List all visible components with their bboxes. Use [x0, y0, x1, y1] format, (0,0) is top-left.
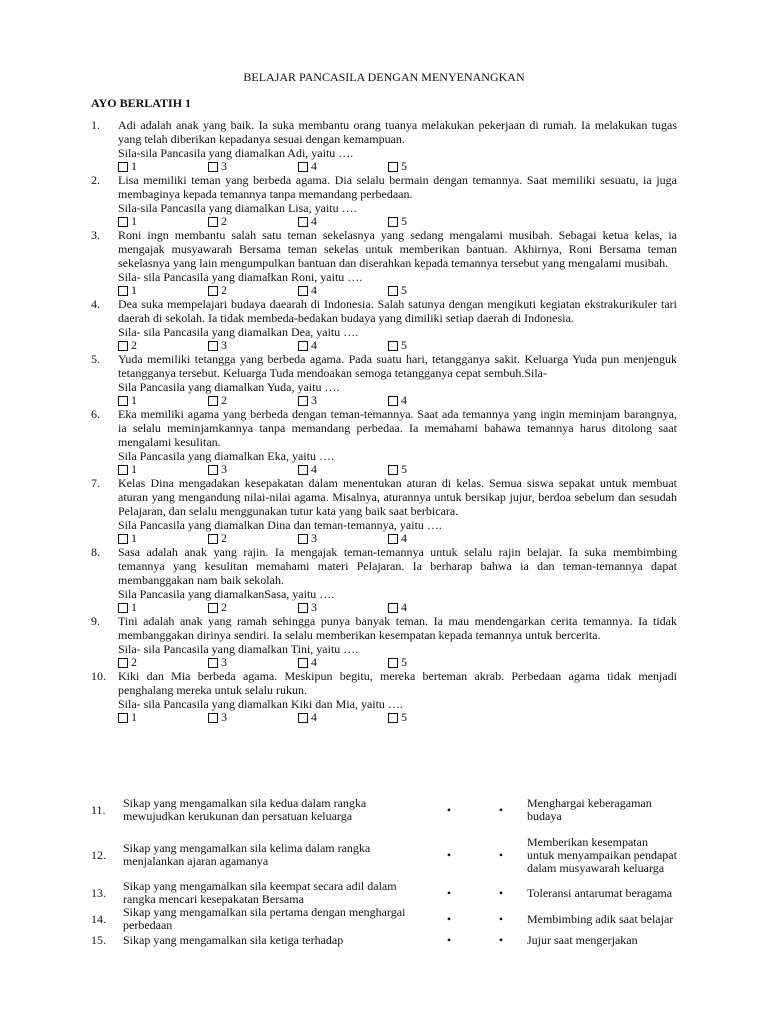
option-item[interactable] [208, 215, 298, 228]
checkbox[interactable] [298, 603, 308, 613]
matching-statement: Sikap yang mengamalkan sila ketiga terhadap [123, 932, 344, 947]
left-dot[interactable]: • [446, 847, 452, 862]
question-number: 6. [91, 407, 100, 421]
option-item[interactable] [118, 656, 208, 669]
question-text: Kelas Dina mengadakan kesepakatan dalam menentukan aturan di kelas. Semua siswa sepakat untuk membuat aturan yang mengandung nilai-nilai agama. Misalnya, aturannya untuk bersikap jujur, berdoa sebelum dan sesudah Pelajaran, dan selalu menggunakan tutur kata yang baik saat berbicara. [118, 476, 677, 518]
option-label: 4 [311, 655, 317, 669]
right-dot[interactable]: • [498, 932, 504, 947]
checkbox[interactable] [388, 713, 398, 723]
question-prompt: Sila Pancasila yang diamalkan Eka, yaitu …. [118, 449, 334, 463]
question-number: 3. [91, 228, 100, 242]
question-prompt: Sila Pancasila yang diamalkan Dina dan teman-temannya, yaitu …. [118, 518, 442, 532]
checkbox[interactable] [208, 713, 218, 723]
matching-answer: Toleransi antarumat beragama [527, 885, 673, 900]
option-item[interactable] [118, 160, 208, 173]
option-item[interactable] [298, 160, 388, 173]
checkbox[interactable] [298, 465, 308, 475]
option-item[interactable] [118, 601, 208, 614]
question-text: Yuda memiliki tetangga yang berbeda agama. Pada suatu hari, tetangganya sakit. Keluarga Yuda pun menjenguk tetangganya tersebut. Keluarga Tuda mendoakan semoga tetangganya cepat sembuh.Sila- [118, 352, 677, 380]
option-label: 4 [401, 393, 407, 407]
option-item[interactable] [388, 601, 478, 614]
checkbox[interactable] [388, 286, 398, 296]
matching-number: 12. [91, 847, 106, 862]
option-item[interactable] [298, 339, 388, 352]
question-text: Kiki dan Mia berbeda agama. Meskipun begitu, mereka berteman akrab. Perbedaan agama tidak menjadi penghalang mereka untuk selalu rukun. [118, 669, 677, 697]
question-prompt: Sila- sila Pancasila yang diamalkan Kiki dan Mia, yaitu …. [118, 697, 403, 711]
option-label: 1 [131, 462, 137, 476]
option-label: 2 [221, 214, 227, 228]
question-number: 8. [91, 545, 100, 559]
option-group [118, 394, 677, 407]
option-label: 3 [311, 531, 317, 545]
question-prompt: Sila- sila Pancasila yang diamalkan Tini, yaitu …. [118, 642, 359, 656]
checkbox[interactable] [388, 658, 398, 668]
option-label: 3 [221, 710, 227, 724]
matching-row [91, 830, 677, 880]
option-label: 4 [311, 283, 317, 297]
option-group [118, 711, 677, 724]
option-item[interactable] [388, 160, 478, 173]
option-item[interactable] [298, 711, 388, 724]
option-item[interactable] [388, 284, 478, 297]
page-title: BELAJAR PANCASILA DENGAN MENYENANGKAN [243, 70, 525, 84]
checkbox[interactable] [208, 658, 218, 668]
option-item[interactable] [118, 394, 208, 407]
option-label: 4 [401, 600, 407, 614]
option-label: 3 [311, 600, 317, 614]
left-dot[interactable]: • [446, 932, 452, 947]
option-item[interactable] [298, 284, 388, 297]
matching-answer: Menghargai keberagaman budaya [527, 796, 652, 823]
option-group [118, 160, 677, 173]
question-prompt: Sila-sila Pancasila yang diamalkan Adi, yaitu …. [118, 146, 354, 160]
option-item[interactable] [388, 394, 478, 407]
left-dot[interactable]: • [446, 911, 452, 926]
option-label: 3 [221, 462, 227, 476]
matching-answer: Jujur saat mengerjakan [527, 932, 638, 947]
left-dot[interactable]: • [446, 802, 452, 817]
option-item[interactable] [208, 160, 298, 173]
checkbox[interactable] [118, 465, 128, 475]
option-label: 5 [401, 462, 407, 476]
option-label: 5 [401, 159, 407, 173]
matching-number: 13. [91, 885, 106, 900]
option-label: 3 [221, 655, 227, 669]
option-item[interactable] [118, 532, 208, 545]
option-item[interactable] [298, 215, 388, 228]
question-prompt: Sila Pancasila yang diamalkanSasa, yaitu …. [118, 587, 335, 601]
option-label: 5 [401, 655, 407, 669]
question-item [91, 476, 677, 545]
option-label: 1 [131, 531, 137, 545]
question-item [91, 297, 677, 352]
option-label: 4 [311, 710, 317, 724]
question-text: Lisa memiliki teman yang berbeda agama. Dia selalu bermain dengan temannya. Saat memiliki sesuatu, ia juga membaginya kepada temannya tanpa memandang perbedaan. [118, 173, 677, 201]
question-prompt: Sila- sila Pancasila yang diamalkan Dea, yaitu …. [118, 325, 359, 339]
option-item[interactable] [388, 656, 478, 669]
option-item[interactable] [208, 463, 298, 476]
matching-statement: Sikap yang mengamalkan sila pertama dengan menghargai perbedaan [123, 905, 406, 932]
option-item[interactable] [388, 339, 478, 352]
question-prompt: Sila-sila Pancasila yang diamalkan Lisa, yaitu …. [118, 201, 357, 215]
option-label: 2 [221, 600, 227, 614]
option-label: 4 [311, 462, 317, 476]
option-label: 1 [131, 710, 137, 724]
option-group [118, 215, 677, 228]
option-item[interactable] [118, 284, 208, 297]
option-label: 2 [221, 283, 227, 297]
question-text: Adi adalah anak yang baik. Ia suka membantu orang tuanya melakukan pekerjaan di rumah. Ia melakukan tugas yang telah diberikan kepadanya sesuai dengan kemampuan. [118, 118, 677, 146]
option-item[interactable] [388, 711, 478, 724]
option-label: 4 [311, 214, 317, 228]
option-item[interactable] [208, 394, 298, 407]
option-item[interactable] [388, 532, 478, 545]
matching-row [91, 790, 677, 830]
checkbox[interactable] [118, 217, 128, 227]
left-dot[interactable]: • [446, 885, 452, 900]
right-dot[interactable]: • [498, 847, 504, 862]
option-label: 2 [131, 655, 137, 669]
matching-number: 14. [91, 911, 106, 926]
question-text: Tini adalah anak yang ramah sehingga punya banyak teman. Ia mau mendengarkan cerita temannya. Ia tidak membanggakan dirinya sendiri. Ia selalu memberikan kesempatan kepada temannya untuk bercerita. [118, 614, 677, 642]
question-item [91, 118, 677, 173]
option-label: 5 [401, 338, 407, 352]
option-item[interactable] [208, 656, 298, 669]
question-number: 2. [91, 173, 100, 187]
option-label: 5 [401, 283, 407, 297]
matching-number: 15. [91, 932, 106, 947]
checkbox[interactable] [298, 658, 308, 668]
matching-answer: Membimbing adik saat belajar [527, 911, 674, 926]
option-label: 1 [131, 600, 137, 614]
option-label: 1 [131, 159, 137, 173]
option-item[interactable] [118, 711, 208, 724]
question-prompt: Sila- sila Pancasila yang diamalkan Roni, yaitu …. [118, 270, 363, 284]
option-item[interactable] [118, 215, 208, 228]
question-item [91, 669, 677, 724]
checkbox[interactable] [118, 713, 128, 723]
option-group [118, 532, 677, 545]
question-text: Dea suka mempelajari budaya daearah di Indonesia. Salah satunya dengan mengikuti kegiatan ekstrakurikuler tari daerah di sekolah. Ia tidak membeda-bedakan budaya yang dimiliki setiap daerah di Indonesia. [118, 297, 677, 325]
question-number: 9. [91, 614, 100, 628]
option-label: 4 [311, 159, 317, 173]
question-item [91, 352, 677, 407]
question-text: Sasa adalah anak yang rajin. Ia mengajak teman-temannya untuk selalu rajin belajar. Ia suka membimbing temannya yang kesulitan memahami materi Pelajaran. Ia berharap bahwa ia dan teman-temannya dapat membanggakan nam baik sekolah. [118, 545, 677, 587]
checkbox[interactable] [388, 341, 398, 351]
option-group [118, 656, 677, 669]
checkbox[interactable] [118, 286, 128, 296]
question-number: 4. [91, 297, 100, 311]
option-item[interactable] [208, 601, 298, 614]
checkbox[interactable] [298, 162, 308, 172]
option-group [118, 339, 677, 352]
option-label: 3 [221, 159, 227, 173]
question-number: 10. [91, 669, 106, 683]
checkbox[interactable] [388, 534, 398, 544]
matching-row [91, 906, 677, 932]
checkbox[interactable] [388, 465, 398, 475]
option-item[interactable] [298, 532, 388, 545]
checkbox[interactable] [298, 286, 308, 296]
option-group [118, 463, 677, 476]
checkbox[interactable] [388, 603, 398, 613]
checkbox[interactable] [208, 603, 218, 613]
matching-row [91, 880, 677, 906]
section-title: AYO BERLATIH 1 [91, 96, 192, 110]
option-label: 3 [221, 338, 227, 352]
checkbox[interactable] [298, 396, 308, 406]
option-item[interactable] [298, 601, 388, 614]
option-label: 4 [311, 338, 317, 352]
option-label: 5 [401, 214, 407, 228]
worksheet-page [91, 70, 677, 724]
question-item [91, 545, 677, 614]
option-item[interactable] [208, 284, 298, 297]
checkbox[interactable] [298, 217, 308, 227]
checkbox[interactable] [208, 286, 218, 296]
option-item[interactable] [208, 532, 298, 545]
option-group [118, 601, 677, 614]
question-prompt: Sila Pancasila yang diamalkan Yuda, yaitu …. [118, 380, 340, 394]
option-label: 2 [131, 338, 137, 352]
question-text: Roni ingn membantu salah satu teman sekelasnya yang sedang mengalami musibah. Sebagai ketua kelas, ia mengajak musyawarah Bersama teman sekelas untuk memberikan bantuan. Akhirnya, Roni Bersama teman sekelasnya yang lain mengumpulkan bantuan dan diserahkan kepada temannya tersebut yang mengalami musibah. [118, 228, 677, 270]
checkbox[interactable] [208, 162, 218, 172]
option-item[interactable] [298, 463, 388, 476]
checkbox[interactable] [118, 396, 128, 406]
option-label: 3 [311, 393, 317, 407]
checkbox[interactable] [208, 534, 218, 544]
checkbox[interactable] [208, 341, 218, 351]
matching-row [91, 932, 677, 948]
option-group [118, 284, 677, 297]
right-dot[interactable]: • [498, 885, 504, 900]
checkbox[interactable] [388, 162, 398, 172]
checkbox[interactable] [388, 217, 398, 227]
option-item[interactable] [118, 339, 208, 352]
matching-statement: Sikap yang mengamalkan sila keempat secara adil dalam rangka mencari kesepakatan Bersama [123, 879, 397, 906]
option-label: 1 [131, 214, 137, 228]
option-label: 1 [131, 393, 137, 407]
question-number: 5. [91, 352, 100, 366]
option-item[interactable] [298, 394, 388, 407]
checkbox[interactable] [118, 162, 128, 172]
checkbox[interactable] [118, 603, 128, 613]
option-item[interactable] [208, 711, 298, 724]
checkbox[interactable] [118, 534, 128, 544]
question-item [91, 173, 677, 228]
question-item [91, 228, 677, 297]
option-item[interactable] [298, 656, 388, 669]
checkbox[interactable] [118, 658, 128, 668]
option-item[interactable] [118, 463, 208, 476]
option-item[interactable] [388, 215, 478, 228]
option-item[interactable] [208, 339, 298, 352]
checkbox[interactable] [298, 534, 308, 544]
matching-statement: Sikap yang mengamalkan sila kelima dalam rangka menjalankan ajaran agamanya [123, 841, 371, 868]
question-list [91, 118, 677, 724]
question-number: 1. [91, 118, 100, 132]
matching-answer: Memberikan kesempatan untuk menyampaikan pendapat dalam musyawarah keluarga [527, 834, 677, 875]
checkbox[interactable] [118, 341, 128, 351]
checkbox[interactable] [388, 396, 398, 406]
matching-table [91, 790, 677, 948]
checkbox[interactable] [208, 396, 218, 406]
checkbox[interactable] [208, 465, 218, 475]
option-label: 4 [401, 531, 407, 545]
matching-number: 11. [91, 802, 106, 817]
checkbox[interactable] [298, 713, 308, 723]
option-item[interactable] [388, 463, 478, 476]
right-dot[interactable]: • [498, 911, 504, 926]
option-label: 5 [401, 710, 407, 724]
right-dot[interactable]: • [498, 802, 504, 817]
option-label: 2 [221, 531, 227, 545]
option-label: 2 [221, 393, 227, 407]
question-item [91, 614, 677, 669]
matching-statement: Sikap yang mengamalkan sila kedua dalam rangka mewujudkan kerukunan dan persatuan keluarga [123, 796, 367, 823]
checkbox[interactable] [208, 217, 218, 227]
question-text: Eka memiliki agama yang berbeda dengan teman-temannya. Saat ada temannya yang ingin meminjam barangnya, ia selalu meminjamkannya tanpa memandang perbedaa. Ia memahami bahawa temannya harus ditolong saat mengalami kesulitan. [118, 407, 677, 449]
checkbox[interactable] [298, 341, 308, 351]
question-number: 7. [91, 476, 100, 490]
option-label: 1 [131, 283, 137, 297]
question-item [91, 407, 677, 476]
